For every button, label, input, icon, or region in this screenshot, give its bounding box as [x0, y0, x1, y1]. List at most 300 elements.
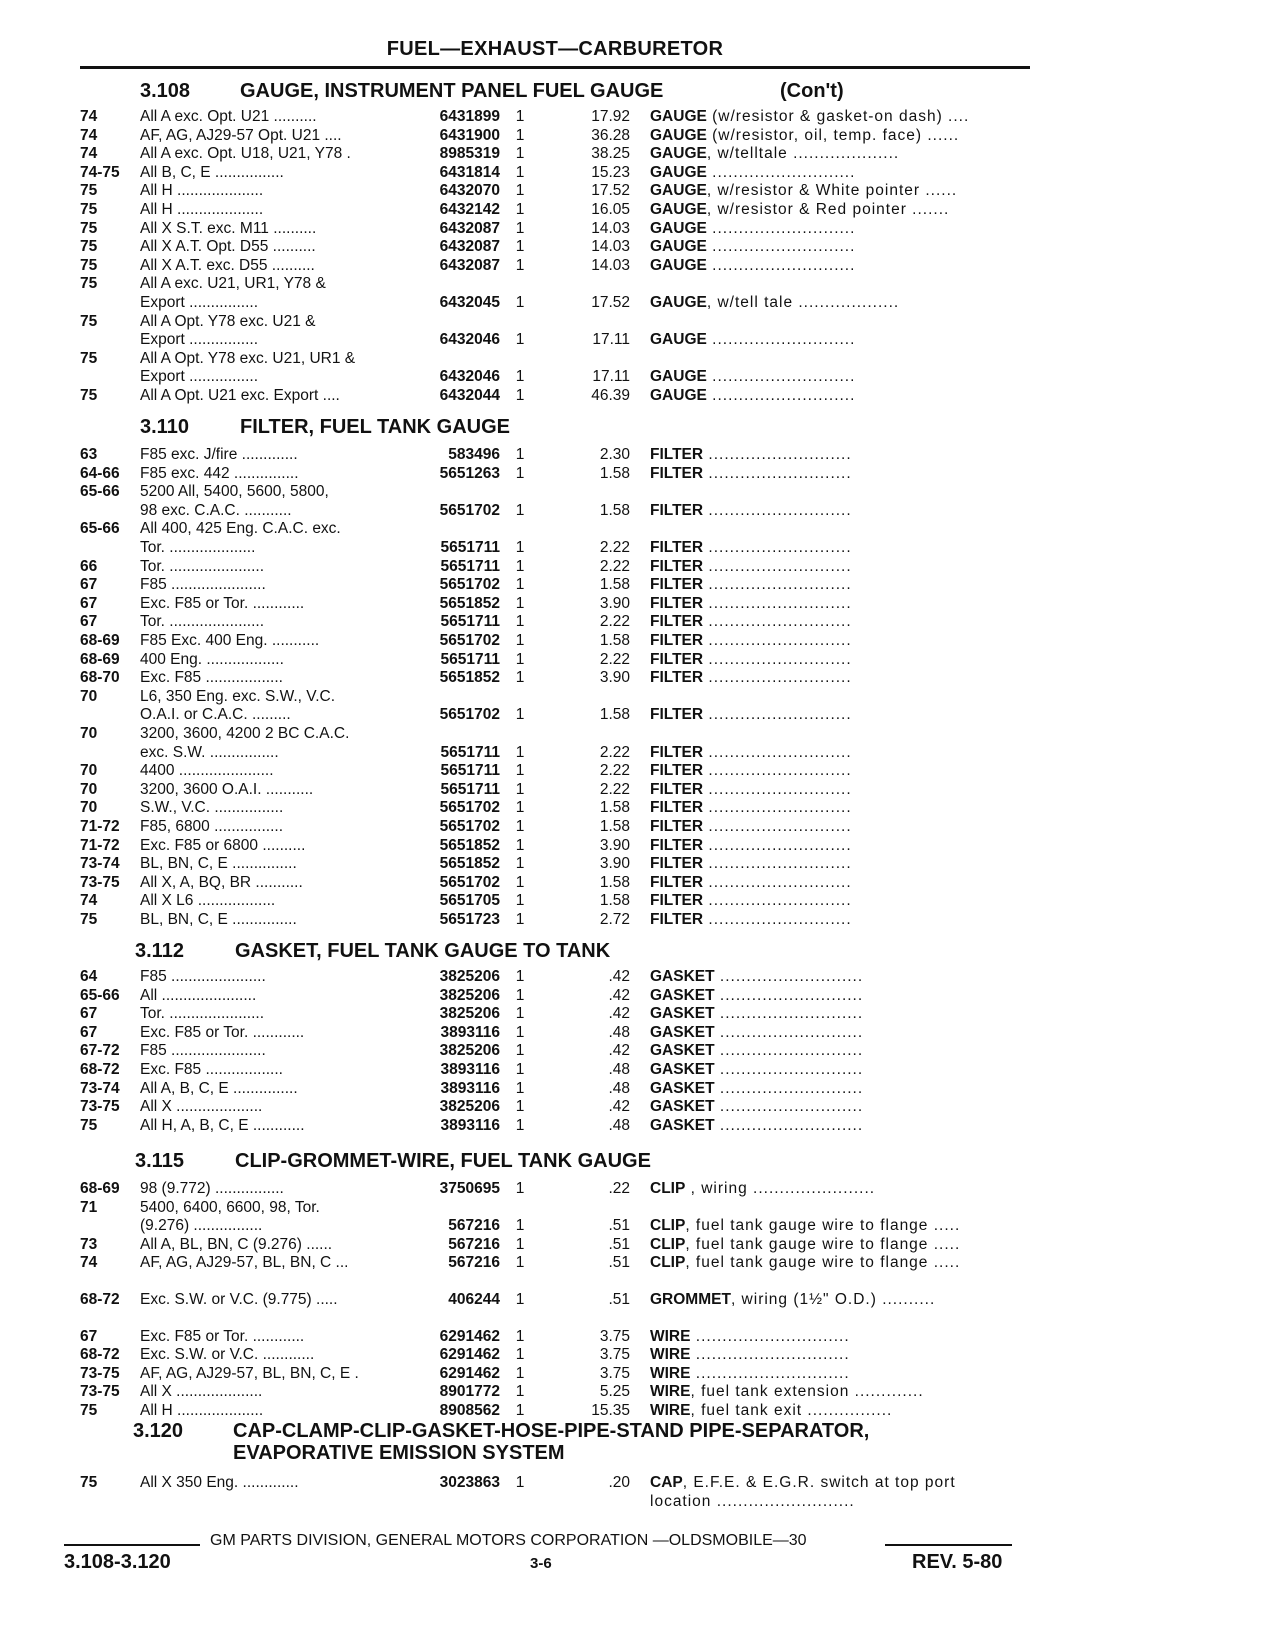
description-detail: ...........................: [703, 650, 852, 668]
price: 17.52: [591, 293, 630, 311]
description-detail: ...........................: [703, 873, 852, 891]
model-year: 75: [80, 387, 98, 404]
price: 2.72: [599, 911, 630, 928]
application: All A Opt. U21 exc. Export ....: [140, 387, 340, 404]
application: All H, A, B, C, E ............: [140, 1116, 305, 1134]
model-year: 65-66: [80, 483, 120, 501]
part-number: 5651723: [439, 911, 500, 928]
quantity: 1: [515, 446, 525, 463]
quantity: 1: [515, 632, 525, 649]
application: Exc. F85 or Tor. ............: [140, 1327, 305, 1345]
quantity: 1: [515, 331, 525, 349]
quantity: 1: [515, 368, 525, 386]
description: [650, 1005, 998, 1023]
price: 2.30: [599, 446, 630, 463]
description-name: FILTER: [650, 632, 704, 649]
quantity: 1: [515, 1474, 525, 1491]
description-name: GASKET: [650, 1005, 715, 1023]
section-title: GASKET, FUEL TANK GAUGE TO TANK: [235, 940, 611, 962]
description: [650, 669, 998, 687]
model-year: 73-74: [80, 1079, 120, 1097]
price: 3.90: [599, 669, 630, 687]
description-detail: , w/tell tale ...................: [706, 293, 900, 311]
price: 15.23: [591, 163, 630, 181]
application: All H ....................: [140, 182, 264, 200]
description-detail: ...........................: [703, 892, 852, 910]
model-year: 75: [80, 1474, 98, 1491]
section-suffix: (Con't): [780, 80, 844, 102]
part-row: [80, 595, 1000, 614]
model-year: 67: [80, 594, 98, 612]
description-detail: ...........................: [703, 613, 852, 631]
footer-publisher: GM PARTS DIVISION, GENERAL MOTORS CORPORATION —OLDSMOBILE—30: [210, 1532, 807, 1549]
application: AF, AG, AJ29-57, BL, BN, C, E .: [140, 1364, 359, 1382]
quantity: 1: [515, 1291, 525, 1308]
description: [650, 1061, 998, 1079]
application: All A exc. Opt. U18, U21, Y78 .: [140, 145, 351, 163]
model-year: 75: [80, 238, 98, 256]
model-year: 73: [80, 1235, 98, 1253]
application: All X ....................: [140, 1098, 263, 1116]
part-row: [80, 220, 1000, 239]
description-name: GASKET: [650, 1042, 715, 1060]
quantity: 1: [515, 238, 525, 256]
price: 1.58: [599, 799, 630, 817]
description-name: FILTER: [650, 557, 704, 575]
part-row: [80, 1024, 1000, 1043]
description: [650, 1365, 998, 1383]
description-detail: ...........................: [703, 576, 852, 594]
model-year: 68-70: [80, 669, 120, 687]
description-name: FILTER: [650, 464, 704, 482]
description-detail: ...........................: [703, 464, 852, 482]
description-detail: ...........................: [703, 557, 852, 575]
description-detail: ...........................: [703, 632, 852, 649]
part-number: 6432045: [439, 293, 500, 311]
price: 3.90: [599, 855, 630, 873]
part-number: 5651711: [440, 743, 500, 761]
description-detail: ...........................: [706, 331, 856, 349]
part-row: [80, 1474, 1000, 1511]
part-number: 406244: [448, 1291, 500, 1308]
application: O.A.I. or C.A.C. .........: [140, 706, 291, 724]
description-detail: ...........................: [703, 501, 852, 519]
description: [650, 892, 998, 910]
description-detail: ...........................: [714, 1061, 864, 1078]
description-name: CLIP: [650, 1180, 686, 1197]
part-row: [80, 818, 1000, 837]
description: [650, 164, 998, 182]
section-title: GAUGE, INSTRUMENT PANEL FUEL GAUGE: [240, 80, 664, 102]
application: All B, C, E ................: [140, 163, 284, 181]
price: 17.11: [592, 368, 630, 386]
application: Exc. F85 ..................: [140, 1061, 283, 1078]
price: 2.22: [599, 538, 630, 556]
quantity: 1: [515, 613, 525, 631]
model-year: 73-75: [80, 873, 120, 891]
description-name: GAUGE: [650, 108, 707, 125]
application: F85 ......................: [140, 968, 266, 985]
quantity: 1: [515, 464, 525, 482]
application: All A Opt. Y78 exc. U21 &: [140, 312, 316, 330]
description: [650, 1117, 998, 1135]
part-row: [80, 465, 1000, 484]
application: 3200, 3600 O.A.I. ...........: [140, 780, 314, 798]
price: 14.03: [591, 238, 630, 256]
description-detail: ...........................: [706, 163, 856, 181]
application: All A exc. Opt. U21 ..........: [140, 108, 317, 125]
description-name: GASKET: [650, 968, 715, 985]
description: [650, 1236, 998, 1254]
model-year: 75: [80, 349, 98, 367]
description-name: GAUGE: [650, 126, 707, 144]
description-detail: , w/resistor & Red pointer .......: [706, 201, 950, 218]
price: 17.52: [591, 182, 630, 200]
description: [650, 781, 998, 799]
application: All X S.T. exc. M11 ..........: [140, 219, 317, 237]
model-year: 68-72: [80, 1346, 120, 1364]
description-name: FILTER: [650, 706, 704, 724]
part-number: 5651711: [440, 538, 500, 556]
description: [650, 1042, 998, 1060]
model-year: 71: [80, 1198, 98, 1216]
application: Export ................: [140, 331, 259, 349]
description: [650, 1291, 998, 1309]
description-detail: ...........................: [703, 762, 852, 780]
description-detail: (w/resistor, oil, temp. face) ......: [706, 126, 960, 144]
description-name: CLIP: [650, 1235, 686, 1253]
description-name: FILTER: [650, 911, 704, 928]
description-detail: ...........................: [703, 780, 852, 798]
description-name: CLIP: [650, 1217, 686, 1235]
model-year: 71-72: [80, 818, 120, 835]
application: AF, AG, AJ29-57, BL, BN, C ...: [140, 1254, 349, 1272]
part-row: [80, 1005, 1000, 1024]
application: All ......................: [140, 986, 257, 1004]
description-detail: ...........................: [706, 219, 856, 237]
quantity: 1: [515, 743, 525, 761]
description-detail: ...........................: [714, 1023, 864, 1041]
quantity: 1: [515, 1327, 525, 1345]
price: 14.03: [591, 256, 630, 274]
price: .48: [608, 1023, 630, 1041]
description-name: FILTER: [650, 594, 704, 612]
part-row: [80, 257, 1000, 276]
model-year: 67-72: [80, 1042, 120, 1060]
part-number: 6291462: [439, 1327, 500, 1345]
model-year: 75: [80, 256, 98, 274]
application: Export ................: [140, 293, 259, 311]
application: All A, B, C, E ...............: [140, 1079, 298, 1097]
description-name: GAUGE: [650, 145, 707, 163]
application: All X L6 ..................: [140, 892, 276, 910]
quantity: 1: [515, 818, 525, 835]
description-name: GAUGE: [650, 163, 707, 181]
model-year: 75: [80, 911, 98, 928]
application: All A exc. U21, UR1, Y78 &: [140, 275, 326, 293]
part-number: 5651711: [440, 650, 500, 668]
description-name: WIRE: [650, 1327, 691, 1345]
description-name: WIRE: [650, 1364, 691, 1382]
quantity: 1: [515, 1254, 525, 1272]
quantity: 1: [515, 1235, 525, 1253]
part-number: 5651702: [439, 501, 500, 519]
description-detail: , wiring (1½" O.D.) ..........: [730, 1291, 936, 1308]
part-number: 567216: [448, 1217, 500, 1235]
quantity: 1: [515, 968, 525, 985]
part-row: [80, 1098, 1000, 1117]
model-year: 67: [80, 1005, 98, 1023]
price: .48: [608, 1061, 630, 1078]
description-detail: (w/resistor & gasket-on dash) ....: [706, 108, 970, 125]
part-number: 6432142: [439, 201, 500, 218]
description: [650, 294, 998, 312]
price: 14.03: [591, 219, 630, 237]
price: 2.22: [599, 613, 630, 631]
description-detail: ...........................: [714, 986, 864, 1004]
description: [650, 762, 998, 780]
part-number: 583496: [448, 446, 500, 463]
description-name: FILTER: [650, 650, 704, 668]
model-year: 66: [80, 557, 98, 575]
part-row: [80, 799, 1000, 818]
description-name: WIRE: [650, 1402, 691, 1419]
part-number: 6432046: [439, 331, 500, 349]
description: [650, 911, 998, 929]
description-detail: , E.F.E. & E.G.R. switch at top port: [682, 1474, 956, 1491]
part-number: 3825206: [439, 1098, 500, 1116]
section-title: CAP-CLAMP-CLIP-GASKET-HOSE-PIPE-STAND PIPE-SEPARATOR,: [233, 1420, 870, 1442]
part-number: 5651852: [439, 669, 500, 687]
model-year: 73-75: [80, 1383, 120, 1401]
part-number: 6291462: [439, 1364, 500, 1382]
description-detail: ...........................: [714, 1098, 864, 1116]
part-row: [80, 520, 1000, 557]
part-row: [80, 483, 1000, 520]
quantity: 1: [515, 780, 525, 798]
description: [650, 465, 998, 483]
description-detail: , fuel tank extension .............: [690, 1383, 924, 1401]
part-row: [80, 1180, 1000, 1199]
quantity: 1: [515, 1042, 525, 1060]
description-name: GAUGE: [650, 368, 707, 386]
application: F85 ......................: [140, 1042, 266, 1060]
model-year: 65-66: [80, 520, 120, 538]
description-detail: ...........................: [703, 799, 852, 817]
model-year: 65-66: [80, 986, 120, 1004]
description-name: FILTER: [650, 799, 704, 817]
description: [650, 201, 998, 219]
part-number: 8908562: [439, 1402, 500, 1419]
description-name: WIRE: [650, 1383, 691, 1401]
description: [650, 632, 998, 650]
description: [650, 987, 998, 1005]
section-title: CLIP-GROMMET-WIRE, FUEL TANK GAUGE: [235, 1150, 651, 1172]
price: 1.58: [599, 818, 630, 835]
part-number: 6432087: [439, 219, 500, 237]
description-continued: location ..........................: [650, 1492, 855, 1510]
part-row: [80, 1236, 1000, 1255]
price: 46.39: [591, 387, 630, 404]
price: 3.90: [599, 594, 630, 612]
part-number: 5651702: [439, 818, 500, 835]
part-number: 3893116: [440, 1116, 500, 1134]
price: 2.22: [599, 743, 630, 761]
footer-page-number: 3-6: [530, 1555, 552, 1572]
model-year: 70: [80, 762, 98, 780]
price: .48: [608, 1116, 630, 1134]
quantity: 1: [515, 201, 525, 218]
part-row: [80, 558, 1000, 577]
section-title-line2: EVAPORATIVE EMISSION SYSTEM: [233, 1442, 565, 1464]
price: 1.58: [599, 873, 630, 891]
model-year: 73-74: [80, 855, 120, 873]
description: [650, 502, 998, 520]
part-row: [80, 127, 1000, 146]
section-number: 3.115: [135, 1150, 184, 1172]
part-row: [80, 275, 1000, 312]
part-number: 3893116: [440, 1061, 500, 1078]
quantity: 1: [515, 594, 525, 612]
quantity: 1: [515, 538, 525, 556]
application: All X A.T. Opt. D55 ..........: [140, 238, 316, 256]
description: [650, 1346, 998, 1364]
part-number: 5651705: [439, 892, 500, 910]
description-name: GROMMET: [650, 1291, 731, 1308]
part-row: [80, 387, 1000, 406]
part-number: 6432087: [439, 238, 500, 256]
part-row: [80, 1291, 1000, 1310]
application: All H ....................: [140, 201, 264, 218]
description: [650, 1328, 998, 1346]
quantity: 1: [515, 163, 525, 181]
price: .22: [608, 1180, 630, 1197]
part-row: [80, 446, 1000, 465]
model-year: 68-72: [80, 1291, 120, 1308]
quantity: 1: [515, 1061, 525, 1078]
part-number: 6432087: [439, 256, 500, 274]
price: .20: [608, 1474, 630, 1491]
quantity: 1: [515, 669, 525, 687]
price: 1.58: [599, 501, 630, 519]
model-year: 75: [80, 201, 98, 218]
description-name: GASKET: [650, 986, 715, 1004]
application: Exc. F85 or Tor. ............: [140, 1023, 305, 1041]
description-name: FILTER: [650, 762, 704, 780]
description-detail: ...........................: [703, 538, 852, 556]
quantity: 1: [515, 108, 525, 125]
description: [650, 368, 998, 386]
model-year: 68-72: [80, 1061, 120, 1078]
application: 5400, 6400, 6600, 98, Tor.: [140, 1198, 320, 1216]
part-number: 6432046: [439, 368, 500, 386]
part-row: [80, 350, 1000, 387]
description-name: FILTER: [650, 501, 704, 519]
price: 1.58: [599, 576, 630, 594]
description-name: FILTER: [650, 855, 704, 873]
quantity: 1: [515, 873, 525, 891]
model-year: 75: [80, 219, 98, 237]
description-detail: ...........................: [714, 968, 864, 985]
part-row: [80, 911, 1000, 930]
quantity: 1: [515, 911, 525, 928]
price: 2.22: [599, 780, 630, 798]
model-year: 75: [80, 1116, 98, 1134]
description: [650, 558, 998, 576]
part-row: [80, 1042, 1000, 1061]
model-year: 75: [80, 275, 98, 293]
description: [650, 446, 998, 464]
description-name: GAUGE: [650, 201, 707, 218]
application: BL, BN, C, E ...............: [140, 855, 297, 873]
price: .42: [608, 986, 630, 1004]
description-detail: .............................: [690, 1346, 850, 1364]
quantity: 1: [515, 799, 525, 817]
part-number: 5651711: [440, 557, 500, 575]
price: .51: [608, 1217, 630, 1235]
part-row: [80, 201, 1000, 220]
model-year: 63: [80, 446, 98, 463]
description: [650, 331, 998, 349]
model-year: 73-75: [80, 1364, 120, 1382]
description: [650, 968, 998, 986]
description-name: FILTER: [650, 446, 704, 463]
description: [650, 818, 998, 836]
description: [650, 1180, 998, 1198]
section-number: 3.112: [135, 940, 184, 962]
application: BL, BN, C, E ...............: [140, 911, 297, 928]
part-number: 5651702: [439, 632, 500, 649]
application: Exc. F85 or 6800 ..........: [140, 836, 306, 854]
description: [650, 706, 998, 724]
part-row: [80, 1346, 1000, 1365]
part-row: [80, 1117, 1000, 1136]
description-name: FILTER: [650, 892, 704, 910]
footer-rule-right: [885, 1544, 1012, 1546]
part-number: 567216: [448, 1254, 500, 1272]
part-number: 5651702: [439, 706, 500, 724]
description: [650, 257, 998, 275]
description-detail: , wiring .......................: [685, 1180, 876, 1197]
quantity: 1: [515, 892, 525, 910]
description-detail: , w/resistor & White pointer ......: [706, 182, 958, 200]
description-detail: ...........................: [703, 669, 852, 687]
part-row: [80, 651, 1000, 670]
part-row: [80, 1254, 1000, 1273]
description-name: WIRE: [650, 1346, 691, 1364]
description-name: FILTER: [650, 818, 704, 835]
description-name: FILTER: [650, 613, 704, 631]
application: Tor. ....................: [140, 538, 256, 556]
quantity: 1: [515, 1402, 525, 1419]
description-detail: ...........................: [703, 836, 852, 854]
description: [650, 613, 998, 631]
price: 1.58: [599, 464, 630, 482]
description-detail: ...........................: [703, 706, 852, 724]
application: 5200 All, 5400, 5600, 5800,: [140, 483, 329, 501]
application: All X A.T. exc. D55 ..........: [140, 256, 315, 274]
price: 3.75: [599, 1364, 630, 1382]
quantity: 1: [515, 1098, 525, 1116]
application: Exc. S.W. or V.C. ............: [140, 1346, 315, 1364]
quantity: 1: [515, 256, 525, 274]
description: [650, 1217, 998, 1235]
application: All A, BL, BN, C (9.276) ......: [140, 1235, 333, 1253]
model-year: 74: [80, 1254, 98, 1272]
part-row: [80, 1402, 1000, 1421]
quantity: 1: [515, 1005, 525, 1023]
application: Export ................: [140, 368, 259, 386]
